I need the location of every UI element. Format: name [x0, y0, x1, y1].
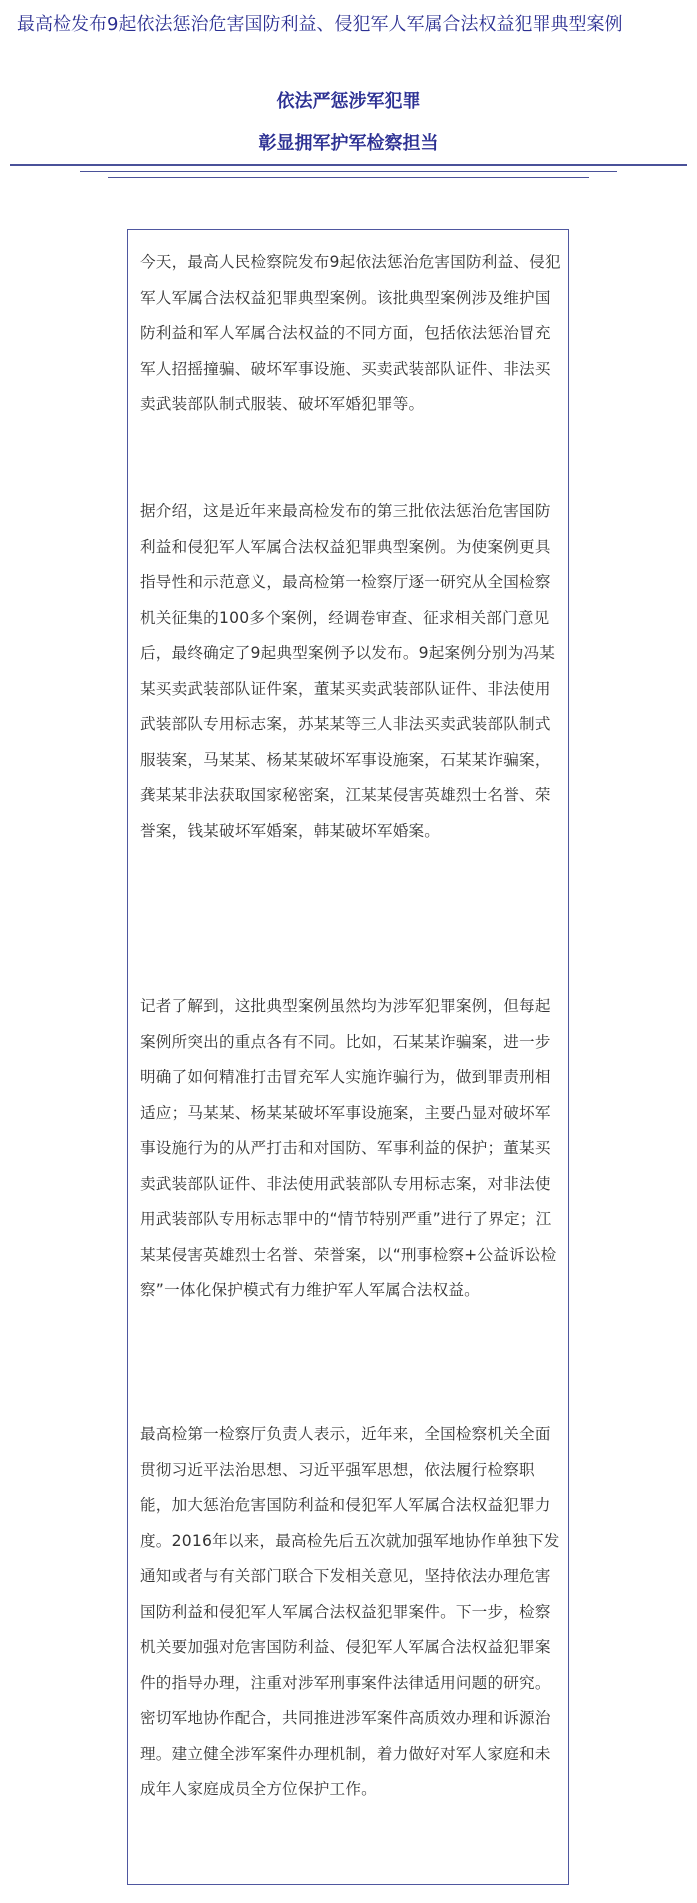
page-title: 最高检发布9起依法惩治危害国防利益、侵犯军人军属合法权益犯罪典型案例 — [17, 14, 623, 35]
divider-line-short — [108, 177, 589, 178]
divider-line-long — [10, 164, 687, 166]
subtitle-line-2: 彰显拥军护军检察担当 — [258, 133, 439, 154]
article-paragraph-4: 最高检第一检察厅负责人表示，近年来，全国检察机关全面贯彻习近平法治思想、习近平强军思想，依法履行检察职能，加大惩治危害国防利益和侵犯军人军属合法权益犯罪力度。2016年以来，最高检先后五次就加强军地协作单独下发通知或者与有关部门联合下发相关意见，坚持依法办理危害国防利益和侵犯军人军属合法权益犯罪案件。下一步，检察机关要加强对危害国防利益、侵犯军人军属合法权益犯罪案件的指导办理，注重对涉军刑事案件法律适用问题的研究。密切军地协作配合，共同推进涉军案件高质效办理和诉源治理。建立健全涉军案件办理机制，着力做好对军人家庭和未成年人家庭成员全方位保护工作。 — [140, 1425, 560, 1798]
divider-line-medium — [80, 171, 617, 172]
article-paragraph-1: 今天，最高人民检察院发布9起依法惩治危害国防利益、侵犯军人军属合法权益犯罪典型案例。该批典型案例涉及维护国防利益和军人军属合法权益的不同方面，包括依法惩治冒充军人招摇撞骗、破坏军事设施、买卖武装部队证件、非法买卖武装部队制式服装、破坏军婚犯罪等。 — [140, 253, 561, 413]
article-paragraph-3: 记者了解到，这批典型案例虽然均为涉军犯罪案例，但每起案例所突出的重点各有不同。比如，石某某诈骗案，进一步明确了如何精准打击冒充军人实施诈骗行为，做到罪责刑相适应；马某某、杨某某破坏军事设施案，主要凸显对破坏军事设施行为的从严打击和对国防、军事利益的保护；董某买卖武装部队证件、非法使用武装部队专用标志案，对非法使用武装部队专用标志罪中的“情节特别严重”进行了界定；江某某侵害英雄烈士名誉、荣誉案，以“刑事检察+公益诉讼检察”一体化保护模式有力维护军人军属合法权益。 — [140, 997, 557, 1299]
subtitle-line-1: 依法严惩涉军犯罪 — [276, 91, 421, 112]
article-paragraph-2: 据介绍，这是近年来最高检发布的第三批依法惩治危害国防利益和侵犯军人军属合法权益犯罪典型案例。为使案例更具指导性和示范意义，最高检第一检察厅逐一研究从全国检察机关征集的100多个案例，经调卷审查、征求相关部门意见后，最终确定了9起典型案例予以发布。9起案例分别为冯某某买卖武装部队证件案，董某买卖武装部队证件、非法使用武装部队专用标志案，苏某某等三人非法买卖武装部队制式服装案，马某某、杨某某破坏军事设施案，石某某诈骗案，龚某某非法获取国家秘密案，江某某侵害英雄烈士名誉、荣誉案，钱某破坏军婚案，韩某破坏军婚案。 — [140, 502, 556, 840]
